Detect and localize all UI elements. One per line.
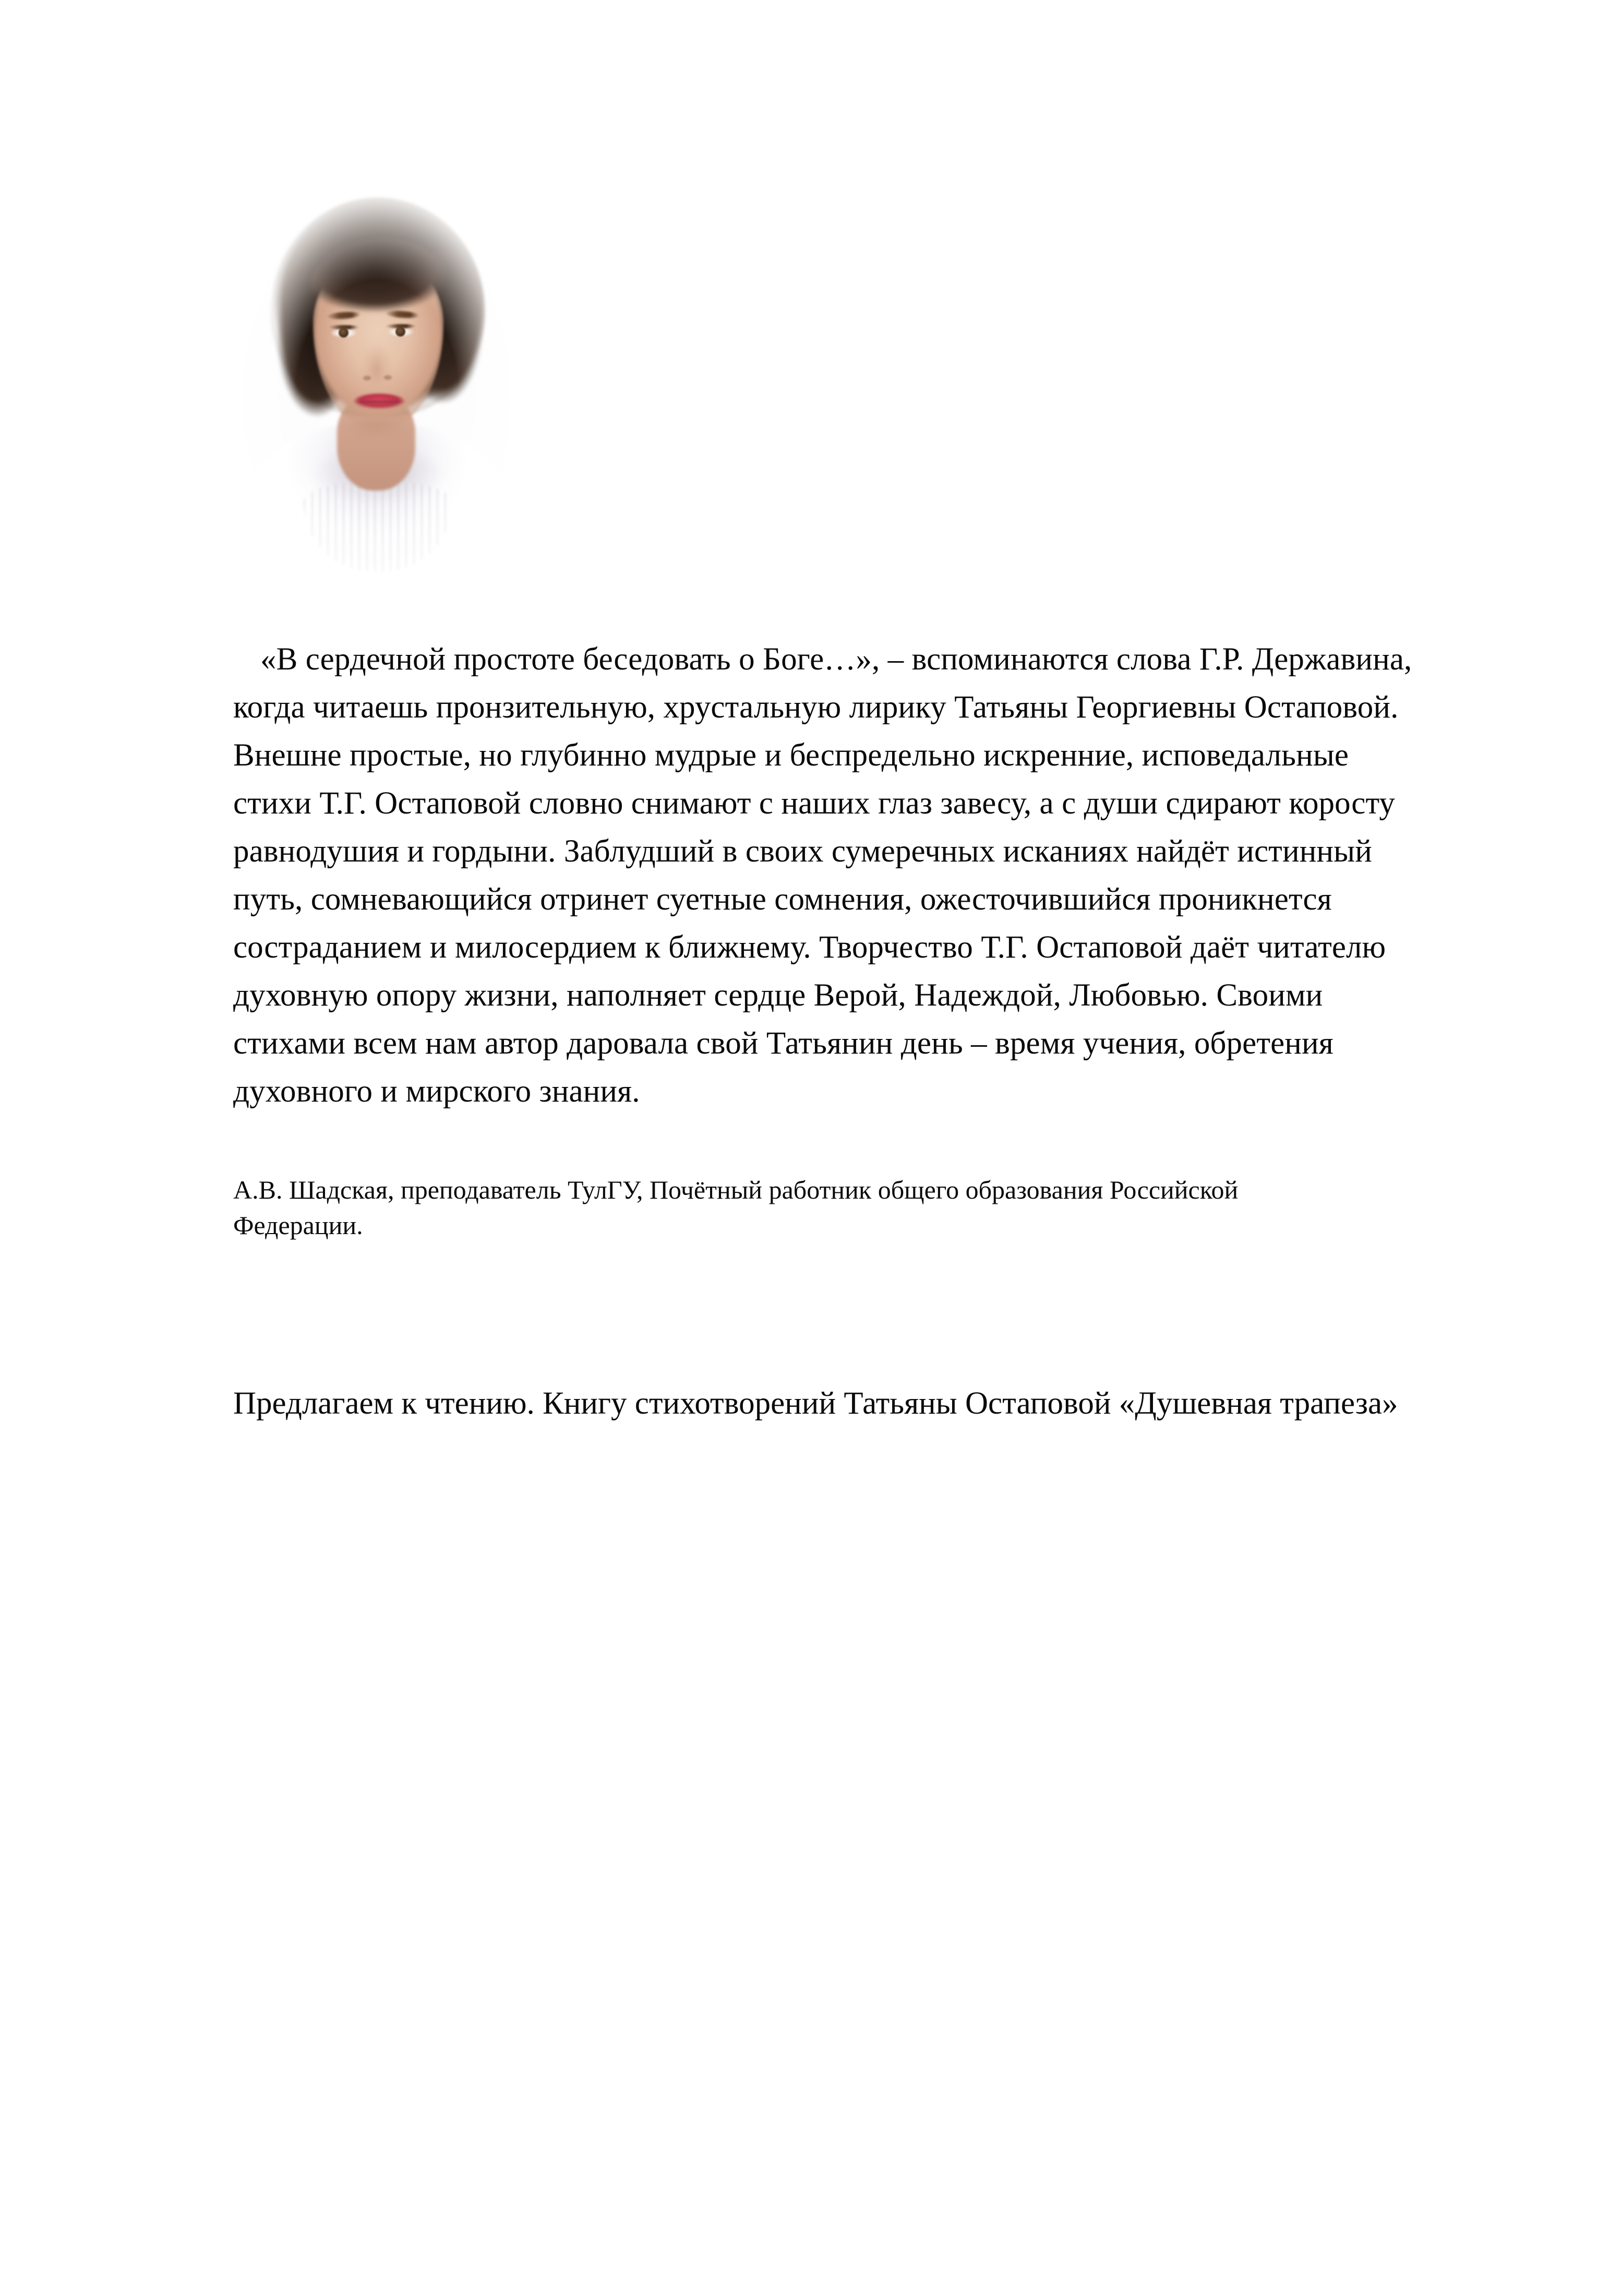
lip-line (357, 401, 402, 403)
eyelid-right (386, 324, 416, 328)
attribution-paragraph: А.В. Шадская, преподаватель ТулГУ, Почётный работник общего образования Российской Федерации. (233, 1175, 1239, 1240)
nostril-right (384, 375, 392, 380)
author-portrait-photo (235, 188, 519, 624)
nostril-left (363, 376, 371, 380)
text-column (233, 636, 1433, 1428)
main-quote-paragraph: «В сердечной простоте беседовать о Боге…», – вспоминаются слова Г.Р. Державина, когда читаешь пронзительную, хрустальную лирику Татьяны Георгиевны Остаповой. Внешне простые, но глубинно мудрые и беспредельно искренние, исповедальные стихи Т.Г. Остаповой словно снимают с наших глаз завесу, а с души сдирают коросту равнодушия и гордыни. Заблудший в своих сумеречных исканиях найдёт истинный путь, сомневающийся отринет суетные сомнения, ожесточившийся проникнется состраданием и милосердием к ближнему. Творчество Т.Г. Остаповой даёт читателю духовную опору жизни, наполняет сердце Верой, Надеждой, Любовью. Своими стихами всем нам автор даровала свой Татьянин день – время учения, обретения духовного и мирского знания. (233, 642, 1412, 1109)
eyelid-left (329, 325, 359, 329)
closing-recommendation-paragraph: Предлагаем к чтению. Книгу стихотворений Татьяны Остаповой «Душевная трапеза» (233, 1386, 1398, 1421)
chin-shadow (342, 417, 410, 441)
